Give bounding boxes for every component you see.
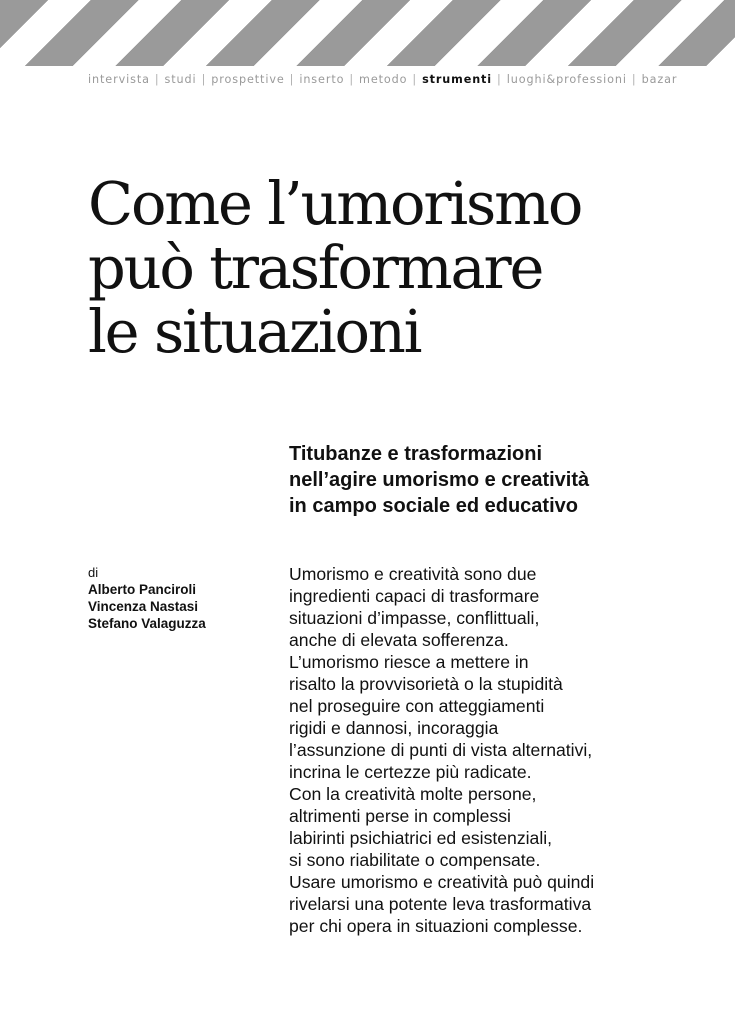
abstract-line: anche di elevata sofferenza. (289, 630, 509, 650)
nav-separator: | (412, 73, 418, 86)
abstract-line: Usare umorismo e creatività può quindi (289, 872, 595, 892)
author-byline (88, 565, 278, 632)
abstract-line: si sono riabilitate o compensate. (289, 850, 541, 870)
headline-line: può trasformare (88, 233, 543, 302)
section-nav (88, 73, 677, 86)
headline-line: Come l’umorismo (88, 169, 582, 238)
nav-item-studi[interactable]: studi (164, 73, 197, 86)
subtitle-line: in campo sociale ed educativo (289, 495, 578, 517)
abstract-line: Umorismo e creatività sono due (289, 564, 537, 584)
article-headline (88, 169, 728, 366)
author-name: Stefano Valaguzza (88, 616, 206, 631)
abstract-line: rivelarsi una potente leva trasformativa (289, 894, 592, 914)
article-subtitle (289, 441, 709, 519)
abstract-line: l’assunzione di punti di vista alternativi, (289, 740, 593, 760)
abstract-line: incrina le certezze più radicate. (289, 762, 532, 782)
nav-item-luoghi-professioni[interactable]: luoghi&professioni (506, 73, 627, 86)
headline-line: le situazioni (88, 297, 421, 366)
abstract-line: situazioni d’impasse, conflittuali, (289, 608, 540, 628)
nav-item-metodo[interactable]: metodo (359, 73, 408, 86)
abstract-line: Con la creatività molte persone, (289, 784, 537, 804)
nav-separator: | (631, 73, 637, 86)
abstract-line: ingredienti capaci di trasformare (289, 586, 540, 606)
byline-prefix: di (88, 565, 99, 580)
nav-separator: | (289, 73, 295, 86)
author-name: Alberto Panciroli (88, 582, 197, 597)
abstract-line: nel proseguire con atteggiamenti (289, 696, 545, 716)
nav-item-inserto[interactable]: inserto (299, 73, 345, 86)
abstract-line: L’umorismo riesce a mettere in (289, 652, 529, 672)
header-stripe-band (0, 0, 735, 66)
nav-item-prospettive[interactable]: prospettive (211, 73, 285, 86)
abstract-line: rigidi e dannosi, incoraggia (289, 718, 499, 738)
nav-separator: | (349, 73, 355, 86)
nav-separator: | (154, 73, 160, 86)
abstract-line: labirinti psichiatrici ed esistenziali, (289, 828, 553, 848)
abstract-line: risalto la provvisorietà o la stupidità (289, 674, 563, 694)
nav-item-bazar[interactable]: bazar (641, 73, 678, 86)
nav-item-intervista[interactable]: intervista (88, 73, 150, 86)
nav-separator: | (201, 73, 207, 86)
author-name: Vincenza Nastasi (88, 599, 199, 614)
nav-item-strumenti[interactable]: strumenti (422, 73, 493, 86)
nav-separator: | (497, 73, 502, 86)
abstract-line: per chi opera in situazioni complesse. (289, 916, 583, 936)
article-abstract (289, 563, 729, 937)
abstract-line: altrimenti perse in complessi (289, 806, 511, 826)
subtitle-line: Titubanze e trasformazioni (289, 443, 543, 465)
subtitle-line: nell’agire umorismo e creatività (289, 469, 590, 491)
